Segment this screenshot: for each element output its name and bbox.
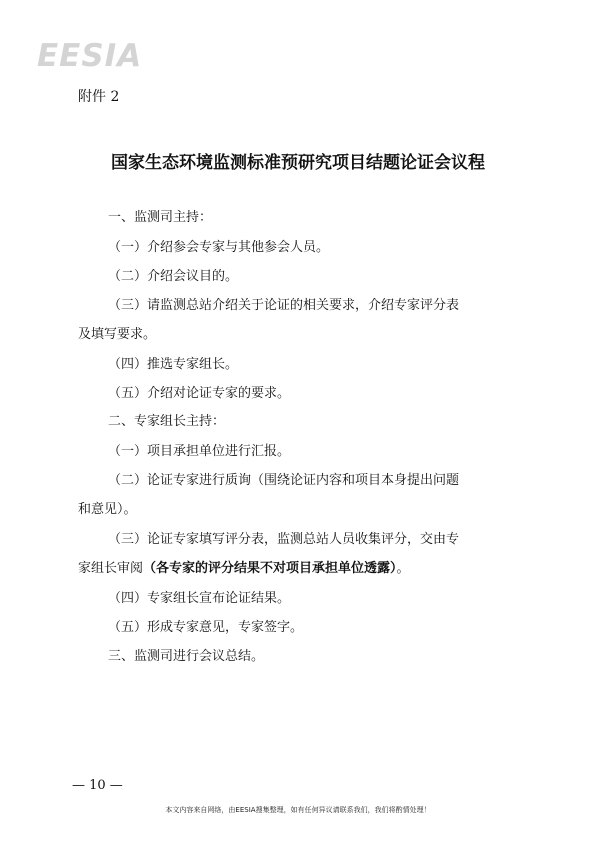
section-1-item-3: （三）请监测总站介绍关于论证的相关要求，介绍专家评分表: [108, 298, 460, 313]
page-number: — 10 —: [72, 778, 123, 793]
section-2-item-3: （三）论证专家填写评分表，监测总站人员收集评分，交由专: [108, 532, 460, 547]
attachment-label: 附件 2: [78, 89, 120, 105]
section-2-item-3-continued: [78, 560, 410, 578]
section-2-item-5: （五）形成专家意见，专家签字。: [108, 620, 304, 635]
section-2-item-4: （四）专家组长宣布论证结果。: [108, 591, 291, 606]
section-1-item-5: （五）介绍对论证专家的要求。: [108, 386, 291, 401]
review-text: 家组长审阅: [78, 561, 144, 576]
confidentiality-note: （各专家的评分结果不对项目承担单位透露）: [143, 561, 397, 576]
footer-note: 本文内容来自网络，由EESIA搜集整理，如有任何异议请联系我们，我们将酌情处理！: [165, 806, 431, 814]
section-2-heading: 二、专家组长主持：: [108, 414, 226, 429]
section-2-item-1: （一）项目承担单位进行汇报。: [108, 444, 291, 459]
section-2-item-2-continued: 和意见）。: [78, 502, 137, 517]
eesia-logo: EESIA: [37, 38, 143, 74]
section-2-item-2: （二）论证专家进行质询（围绕论证内容和项目本身提出问题: [108, 473, 460, 488]
section-1-item-3-continued: 及填写要求。: [78, 327, 157, 342]
section-3-heading: 三、监测司进行会议总结。: [108, 649, 265, 664]
sentence-end: 。: [396, 561, 410, 576]
document-title: 国家生态环境监测标准预研究项目结题论证会议程: [111, 153, 485, 173]
section-1-item-2: （二）介绍会议目的。: [108, 269, 239, 284]
section-1-item-1: （一）介绍参会专家与其他参会人员。: [108, 240, 330, 255]
section-1-item-4: （四）推选专家组长。: [108, 357, 239, 372]
section-1-heading: 一、监测司主持：: [108, 210, 213, 225]
